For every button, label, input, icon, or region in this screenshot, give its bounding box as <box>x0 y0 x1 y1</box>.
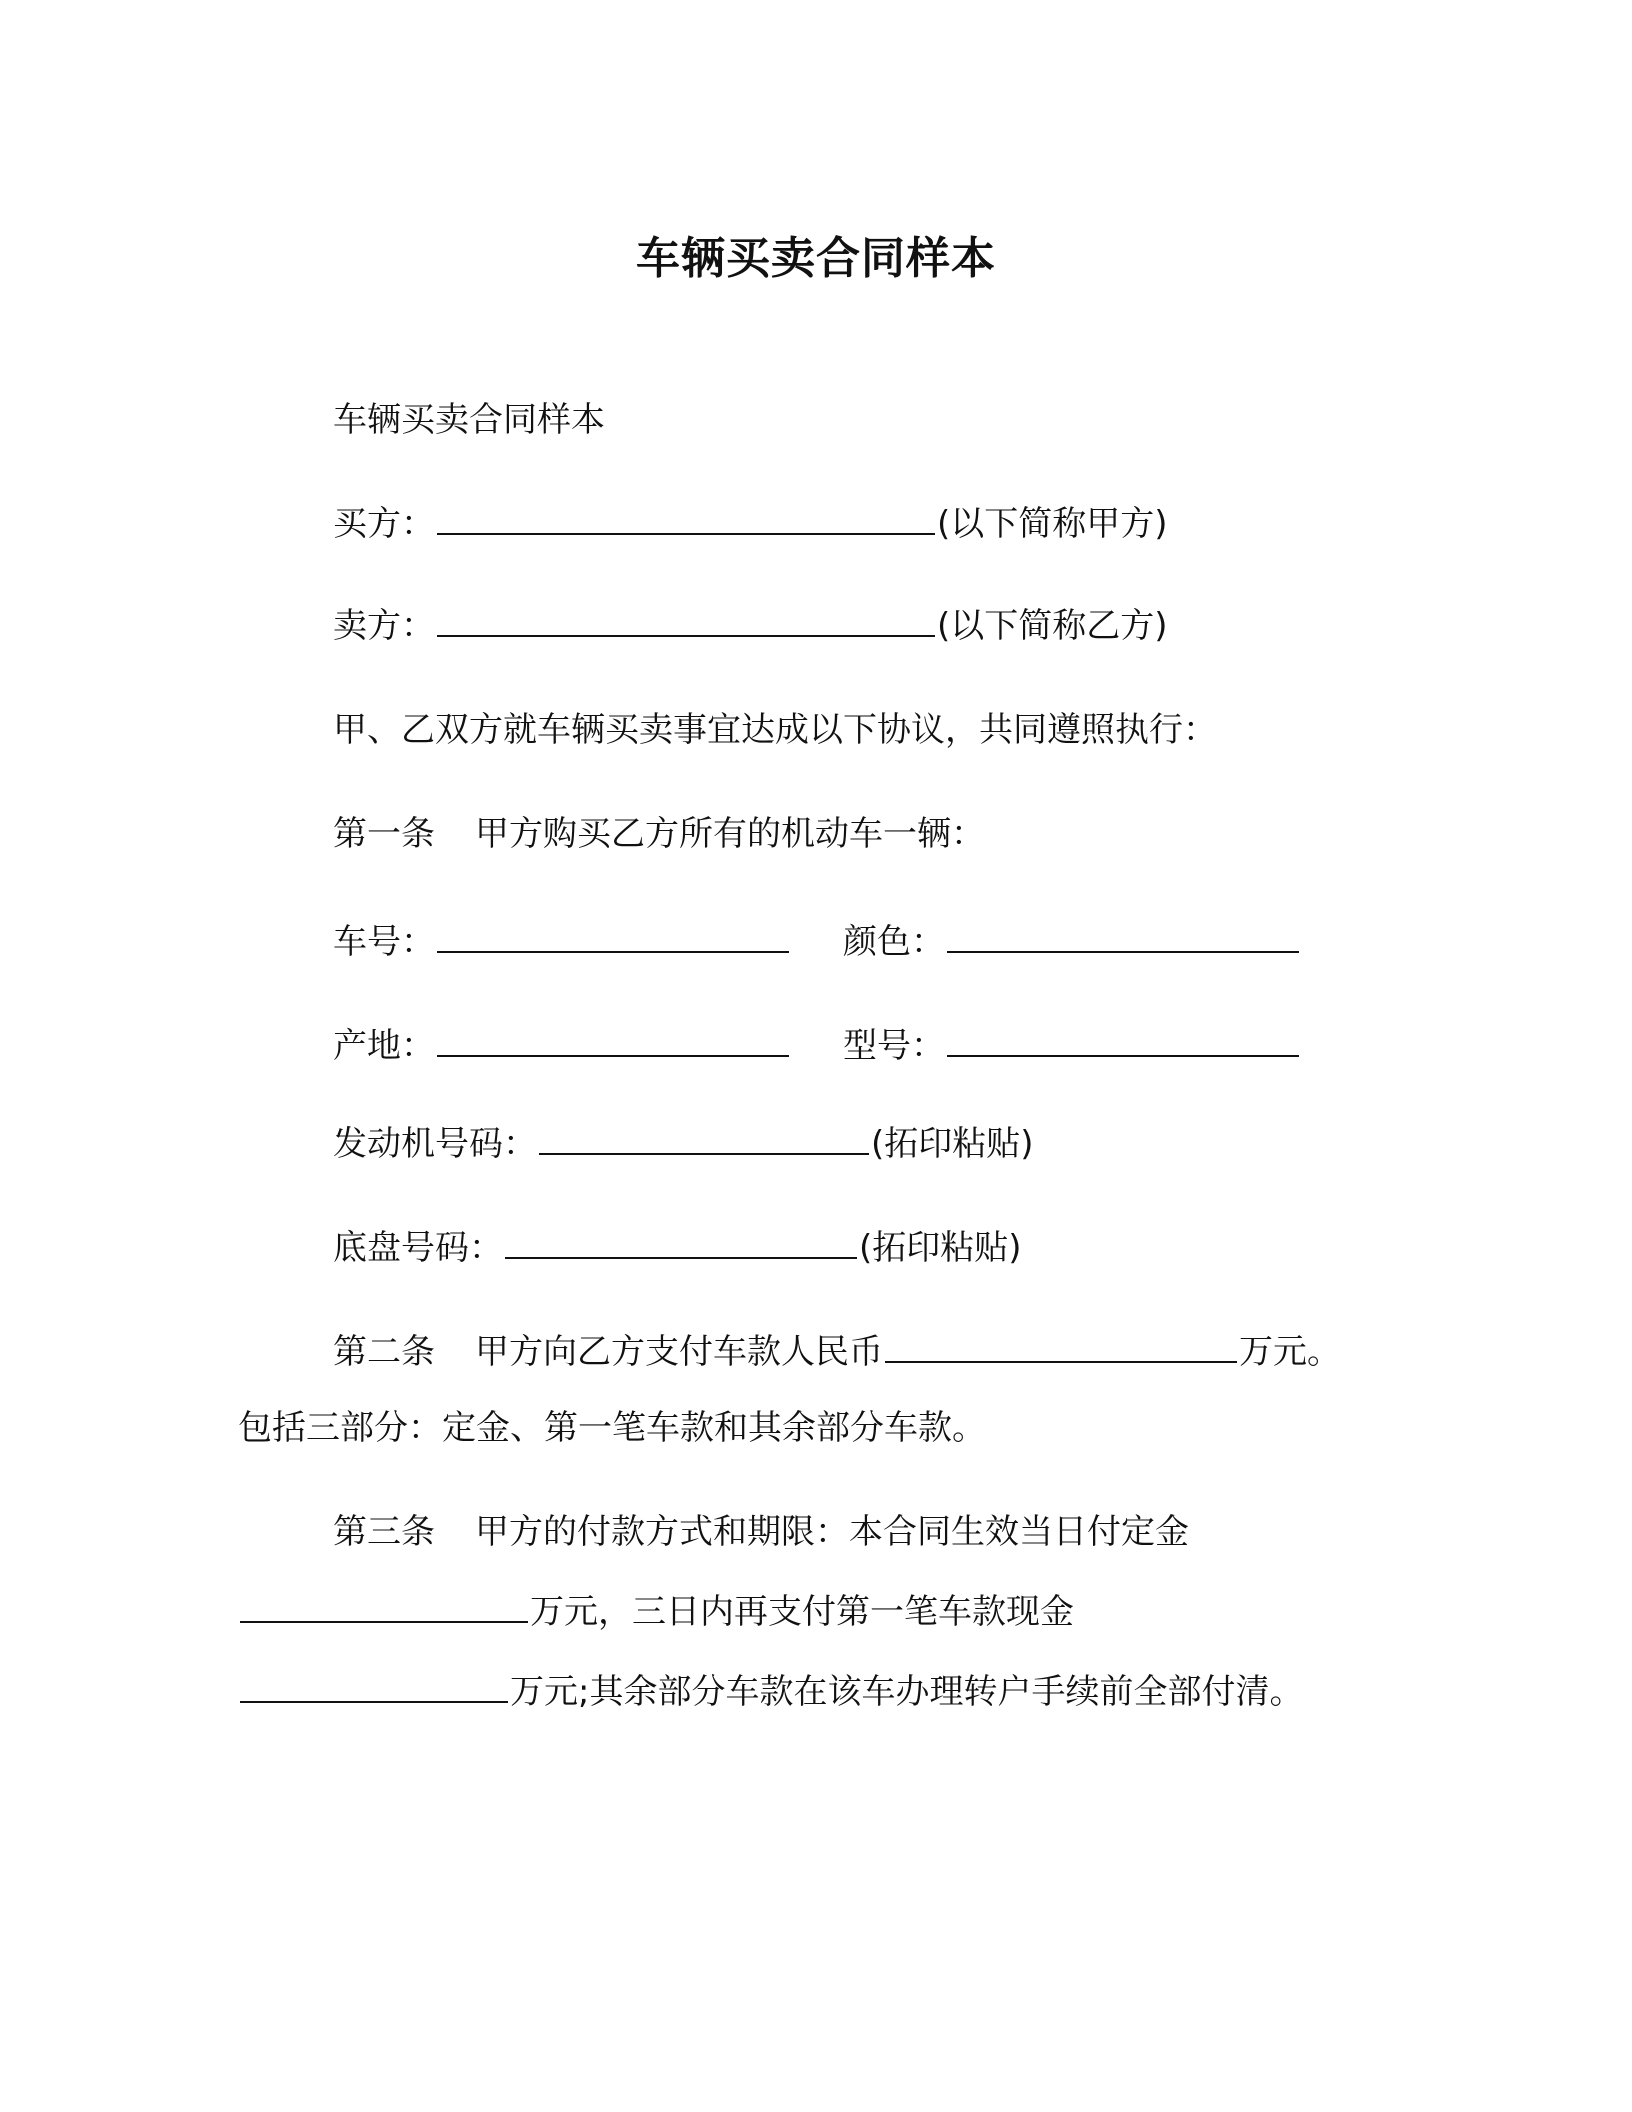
model-field <box>843 1024 1301 1068</box>
seller-line <box>333 604 1168 648</box>
article-3-number: 第三条 <box>333 1512 435 1552</box>
article-2-number: 第二条 <box>333 1332 435 1372</box>
engine-label: 发动机号码： <box>333 1124 537 1164</box>
buyer-label: 买方： <box>333 504 435 544</box>
color-label: 颜色： <box>843 922 945 962</box>
article-2-text: 甲方向乙方支付车款人民币 <box>475 1332 883 1372</box>
article-3 <box>333 1510 1189 1554</box>
article-3-line2-text: 万元，三日内再支付第一笔车款现金 <box>530 1592 1074 1632</box>
document-subtitle: 车辆买卖合同样本 <box>333 400 605 440</box>
article-2 <box>333 1330 1341 1374</box>
seller-blank[interactable] <box>437 605 935 637</box>
article-1-text: 甲方购买乙方所有的机动车一辆： <box>475 814 985 854</box>
plate-blank[interactable] <box>437 921 789 953</box>
model-blank[interactable] <box>947 1025 1299 1057</box>
article-3-text: 甲方的付款方式和期限：本合同生效当日付定金 <box>475 1512 1189 1552</box>
seller-label: 卖方： <box>333 606 435 646</box>
color-blank[interactable] <box>947 921 1299 953</box>
deposit-blank[interactable] <box>240 1591 528 1623</box>
article-2-unit: 万元。 <box>1239 1332 1341 1372</box>
intro-text: 甲、乙双方就车辆买卖事宜达成以下协议，共同遵照执行： <box>333 710 1217 750</box>
engine-field <box>333 1122 1034 1166</box>
article-1 <box>333 812 985 856</box>
origin-label: 产地： <box>333 1026 435 1066</box>
model-label: 型号： <box>843 1026 945 1066</box>
article-3-line3-text: 万元;其余部分车款在该车办理转户手续前全部付清。 <box>510 1672 1304 1712</box>
article-1-number: 第一条 <box>333 814 435 854</box>
document-title: 车辆买卖合同样本 <box>636 233 996 284</box>
chassis-label: 底盘号码： <box>333 1228 503 1268</box>
article-3-line3 <box>238 1670 1303 1714</box>
price-blank[interactable] <box>885 1331 1237 1363</box>
buyer-line <box>333 502 1168 546</box>
plate-field <box>333 920 791 964</box>
plate-label: 车号： <box>333 922 435 962</box>
engine-blank[interactable] <box>539 1123 869 1155</box>
first-payment-blank[interactable] <box>240 1671 508 1703</box>
chassis-field <box>333 1226 1022 1270</box>
buyer-blank[interactable] <box>437 503 935 535</box>
buyer-note: (以下简称甲方) <box>937 504 1168 544</box>
engine-note: (拓印粘贴) <box>871 1124 1034 1164</box>
chassis-blank[interactable] <box>505 1227 857 1259</box>
chassis-note: (拓印粘贴) <box>859 1228 1022 1268</box>
origin-field <box>333 1024 791 1068</box>
seller-note: (以下简称乙方) <box>937 606 1168 646</box>
article-2-line2: 包括三部分：定金、第一笔车款和其余部分车款。 <box>238 1408 986 1448</box>
article-3-line2 <box>238 1590 1074 1634</box>
origin-blank[interactable] <box>437 1025 789 1057</box>
color-field <box>843 920 1301 964</box>
